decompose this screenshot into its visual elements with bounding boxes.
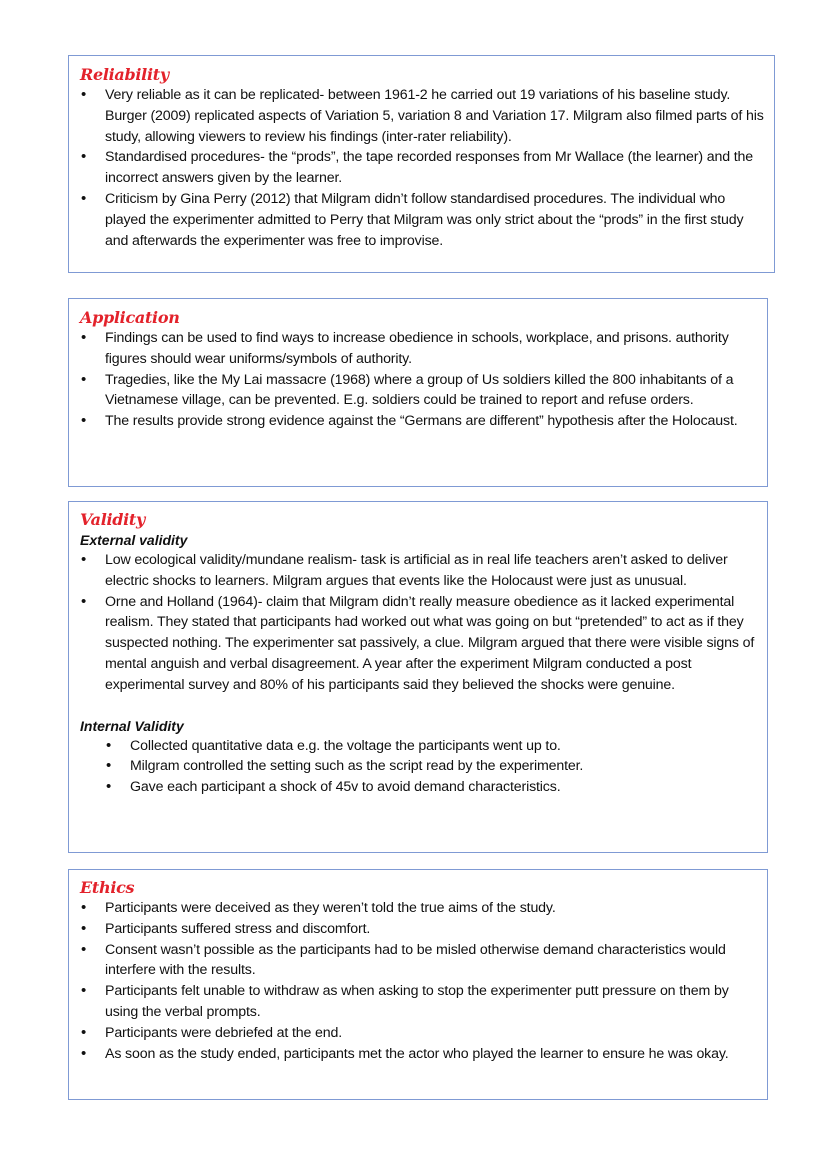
list-item: • Orne and Holland (1964)- claim that Milgram didn’t really measure obedience as it lacked experimental realism. They stated that participants had worked out what was going on but “pretended” to act as if they suspected nothing. The experimenter sat passively, a clue. Milgram argued that there were visible signs of mental anguish and verbal disagreement. A year after the experiment Milgram conducted a post experimental survey and 80% of his participants said they believed the shocks were genuine. [80, 592, 757, 696]
reliability-heading: Reliability [80, 65, 169, 84]
list-item: • Gave each participant a shock of 45v to avoid demand characteristics. [80, 777, 757, 798]
list-item: • Tragedies, like the My Lai massacre (1968) where a group of Us soldiers killed the 800 inhabitants of a Vietnamese village, can be prevented. E.g. soldiers could be trained to report and refuse orders. [80, 370, 757, 412]
validity-section [68, 501, 768, 853]
list-item: • Low ecological validity/mundane realism- task is artificial as in real life teachers aren’t asked to deliver electric shocks to learners. Milgram argues that events like the Holocaust were just as unusual. [80, 550, 757, 592]
list-item: • Participants were deceived as they weren’t told the true aims of the study. [80, 898, 757, 919]
list-item: • Very reliable as it can be replicated- between 1961-2 he carried out 19 variations of his baseline study. Burger (2009) replicated aspects of Variation 5, variation 8 and Variation 17. Milgram also filmed parts of his study, allowing viewers to review his findings (inter-rater reliability). [80, 85, 764, 147]
reliability-list [80, 85, 764, 251]
list-item: • Criticism by Gina Perry (2012) that Milgram didn’t follow standardised procedures. The individual who played the experimenter admitted to Perry that Milgram was only strict about the “prods” in the first study and afterwards the experimenter was free to improvise. [80, 189, 764, 251]
external-validity-subheading: External validity [80, 532, 188, 548]
list-item: • Standardised procedures- the “prods”, the tape recorded responses from Mr Wallace (the learner) and the incorrect answers given by the learner. [80, 147, 764, 189]
list-item: • Participants felt unable to withdraw as when asking to stop the experimenter putt pressure on them by using the verbal prompts. [80, 981, 757, 1023]
application-heading: Application [80, 308, 180, 327]
internal-validity-list [80, 736, 757, 798]
list-item: • Collected quantitative data e.g. the voltage the participants went up to. [80, 736, 757, 757]
ethics-heading: Ethics [80, 878, 135, 897]
application-list [80, 328, 757, 432]
list-item: • As soon as the study ended, participants met the actor who played the learner to ensure he was okay. [80, 1044, 757, 1065]
application-section [68, 298, 768, 487]
list-item: • Participants were debriefed at the end. [80, 1023, 757, 1044]
list-item: • Participants suffered stress and discomfort. [80, 919, 757, 940]
ethics-section [68, 869, 768, 1100]
list-item: • Findings can be used to find ways to increase obedience in schools, workplace, and prisons. authority figures should wear uniforms/symbols of authority. [80, 328, 757, 370]
spacer [80, 696, 757, 716]
external-validity-list [80, 550, 757, 696]
list-item: • The results provide strong evidence against the “Germans are different” hypothesis after the Holocaust. [80, 411, 757, 432]
list-item: • Milgram controlled the setting such as the script read by the experimenter. [80, 756, 757, 777]
list-item: • Consent wasn’t possible as the participants had to be misled otherwise demand characteristics would interfere with the results. [80, 940, 757, 982]
internal-validity-subheading: Internal Validity [80, 717, 184, 734]
validity-heading: Validity [80, 510, 146, 529]
reliability-section [68, 55, 775, 273]
ethics-list [80, 898, 757, 1064]
